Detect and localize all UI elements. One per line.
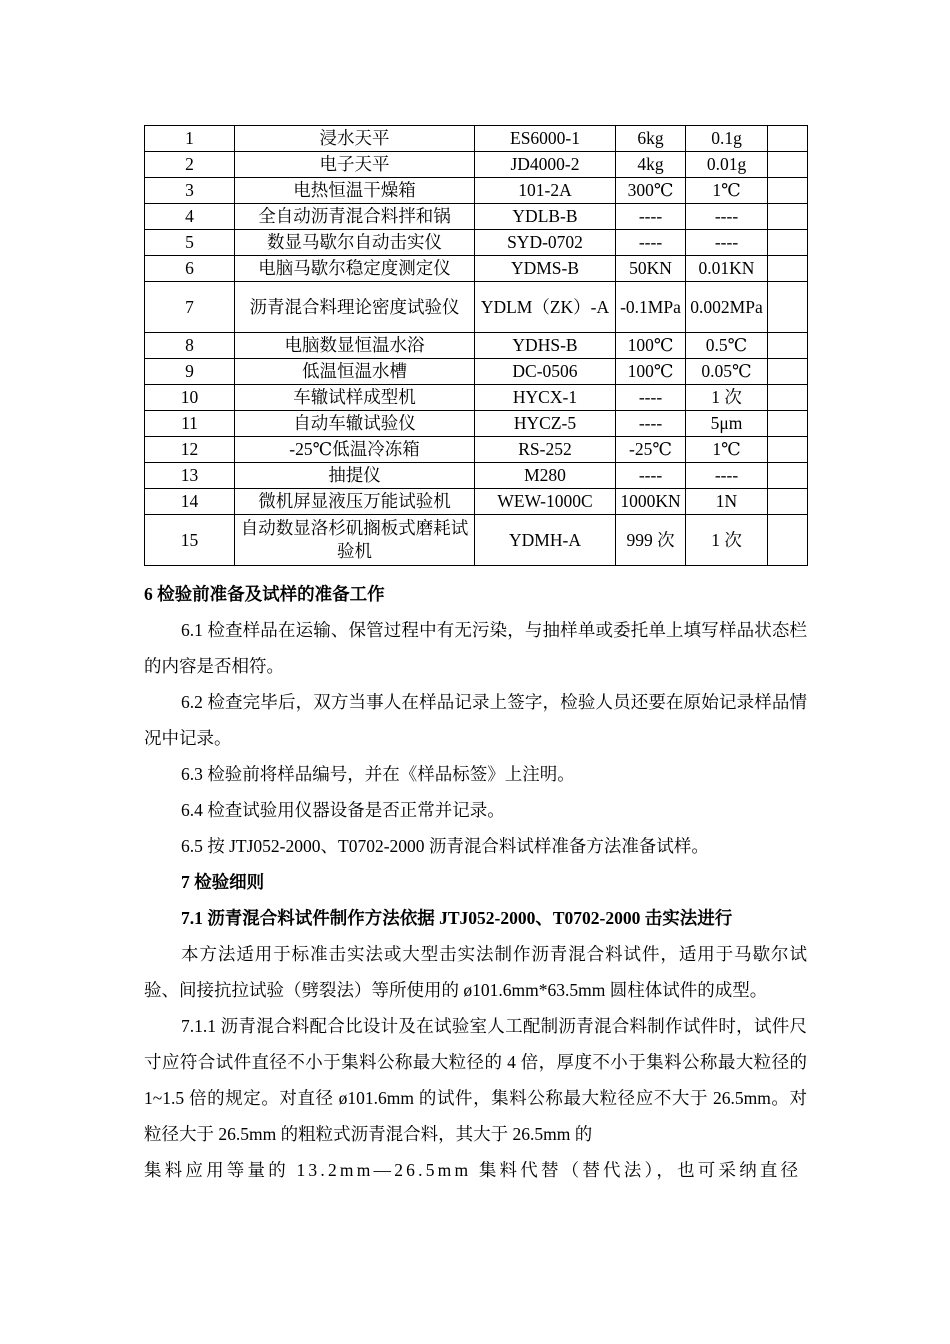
- paragraph-7-1-1: 7.1.1 沥青混合料配合比设计及在试验室人工配制沥青混合料制作试件时，试件尺寸应符合试件直径不小于集料公称最大粒径的 4 倍，厚度不小于集料公称最大粒径的 1~1.5 倍的规定。对直径 ø101.6mm 的试件，集料公称最大粒径应不大于 26.5mm。对粒径大于 26.5mm 的粗粒式沥青混合料，其大于 26.5mm 的: [144, 1016, 807, 1144]
- paragraph-7-1-1-continued: 集料应用等量的 13.2mm—26.5mm 集料代替（替代法），也可采纳直径: [144, 1160, 802, 1180]
- paragraph-6-4: 6.4 检查试验用仪器设备是否正常并记录。: [181, 800, 505, 820]
- equipment-name-cell: 电脑马歇尔稳定度测定仪: [235, 256, 475, 282]
- range-cell: 50KN: [616, 256, 686, 282]
- equipment-name-cell: 电脑数显恒温水浴: [235, 333, 475, 359]
- note-cell: [768, 489, 808, 515]
- precision-cell: 0.01g: [686, 152, 768, 178]
- model-cell: WEW-1000C: [475, 489, 616, 515]
- row-number-cell: 11: [145, 411, 235, 437]
- equipment-name-cell: -25℃低温冷冻箱: [235, 437, 475, 463]
- model-cell: JD4000-2: [475, 152, 616, 178]
- row-number-cell: 12: [145, 437, 235, 463]
- body-text: [144, 576, 807, 1188]
- equipment-name-cell: 微机屏显液压万能试验机: [235, 489, 475, 515]
- note-cell: [768, 333, 808, 359]
- equipment-name-cell: 车辙试样成型机: [235, 385, 475, 411]
- note-cell: [768, 178, 808, 204]
- row-number-cell: 1: [145, 126, 235, 152]
- note-cell: [768, 385, 808, 411]
- equipment-name-cell: 电热恒温干燥箱: [235, 178, 475, 204]
- note-cell: [768, 256, 808, 282]
- equipment-name-cell: 低温恒温水槽: [235, 359, 475, 385]
- model-cell: YDMS-B: [475, 256, 616, 282]
- table-row: [145, 463, 808, 489]
- row-number-cell: 9: [145, 359, 235, 385]
- equipment-table: [144, 125, 808, 566]
- precision-cell: 1 次: [686, 385, 768, 411]
- equipment-name-cell: 浸水天平: [235, 126, 475, 152]
- note-cell: [768, 204, 808, 230]
- row-number-cell: 4: [145, 204, 235, 230]
- model-cell: HYCZ-5: [475, 411, 616, 437]
- note-cell: [768, 230, 808, 256]
- range-cell: 6kg: [616, 126, 686, 152]
- table-row: [145, 489, 808, 515]
- note-cell: [768, 437, 808, 463]
- table-row: [145, 230, 808, 256]
- table-row: [145, 437, 808, 463]
- model-cell: YDMH-A: [475, 515, 616, 566]
- range-cell: 100℃: [616, 333, 686, 359]
- row-number-cell: 10: [145, 385, 235, 411]
- model-cell: ES6000-1: [475, 126, 616, 152]
- note-cell: [768, 411, 808, 437]
- equipment-name-cell: 自动车辙试验仪: [235, 411, 475, 437]
- row-number-cell: 2: [145, 152, 235, 178]
- precision-cell: ----: [686, 463, 768, 489]
- paragraph-6-2: 6.2 检查完毕后，双方当事人在样品记录上签字，检验人员还要在原始记录样品情况中记录。: [144, 692, 807, 748]
- precision-cell: ----: [686, 230, 768, 256]
- range-cell: ----: [616, 385, 686, 411]
- note-cell: [768, 359, 808, 385]
- table-row: [145, 204, 808, 230]
- equipment-name-cell: 全自动沥青混合料拌和锅: [235, 204, 475, 230]
- range-cell: 100℃: [616, 359, 686, 385]
- row-number-cell: 15: [145, 515, 235, 566]
- row-number-cell: 8: [145, 333, 235, 359]
- precision-cell: 0.01KN: [686, 256, 768, 282]
- model-cell: M280: [475, 463, 616, 489]
- model-cell: RS-252: [475, 437, 616, 463]
- model-cell: HYCX-1: [475, 385, 616, 411]
- precision-cell: 0.5℃: [686, 333, 768, 359]
- paragraph-6-5: 6.5 按 JTJ052-2000、T0702-2000 沥青混合料试样准备方法准备试样。: [181, 836, 709, 856]
- precision-cell: 1N: [686, 489, 768, 515]
- precision-cell: 1℃: [686, 178, 768, 204]
- equipment-name-cell: 沥青混合料理论密度试验仪: [235, 282, 475, 333]
- precision-cell: 1 次: [686, 515, 768, 566]
- range-cell: 999 次: [616, 515, 686, 566]
- precision-cell: 0.1g: [686, 126, 768, 152]
- range-cell: 1000KN: [616, 489, 686, 515]
- range-cell: -25℃: [616, 437, 686, 463]
- table-row: [145, 359, 808, 385]
- model-cell: YDLM（ZK）-A: [475, 282, 616, 333]
- equipment-name-cell: 电子天平: [235, 152, 475, 178]
- row-number-cell: 6: [145, 256, 235, 282]
- equipment-name-cell: 自动数显洛杉矶搁板式磨耗试验机: [235, 515, 475, 566]
- section-7-1-heading: 7.1 沥青混合料试件制作方法依据 JTJ052-2000、T0702-2000 击实法进行: [181, 908, 733, 928]
- table-row: [145, 411, 808, 437]
- row-number-cell: 7: [145, 282, 235, 333]
- range-cell: ----: [616, 230, 686, 256]
- model-cell: YDLB-B: [475, 204, 616, 230]
- range-cell: 300℃: [616, 178, 686, 204]
- model-cell: DC-0506: [475, 359, 616, 385]
- note-cell: [768, 463, 808, 489]
- note-cell: [768, 515, 808, 566]
- note-cell: [768, 282, 808, 333]
- precision-cell: 1℃: [686, 437, 768, 463]
- model-cell: 101-2A: [475, 178, 616, 204]
- range-cell: ----: [616, 411, 686, 437]
- range-cell: ----: [616, 463, 686, 489]
- row-number-cell: 3: [145, 178, 235, 204]
- range-cell: -0.1MPa: [616, 282, 686, 333]
- section-6-heading: 6 检验前准备及试样的准备工作: [144, 584, 385, 604]
- table-row: [145, 152, 808, 178]
- precision-cell: 0.002MPa: [686, 282, 768, 333]
- equipment-table-body: [145, 126, 808, 566]
- equipment-name-cell: 抽提仪: [235, 463, 475, 489]
- table-row: [145, 256, 808, 282]
- note-cell: [768, 126, 808, 152]
- model-cell: SYD-0702: [475, 230, 616, 256]
- precision-cell: ----: [686, 204, 768, 230]
- table-row: [145, 282, 808, 333]
- equipment-name-cell: 数显马歇尔自动击实仪: [235, 230, 475, 256]
- precision-cell: 5μm: [686, 411, 768, 437]
- table-row: [145, 385, 808, 411]
- table-row: [145, 333, 808, 359]
- model-cell: YDHS-B: [475, 333, 616, 359]
- paragraph-6-1: 6.1 检查样品在运输、保管过程中有无污染，与抽样单或委托单上填写样品状态栏的内容是否相符。: [144, 620, 807, 676]
- row-number-cell: 5: [145, 230, 235, 256]
- paragraph-7-1-intro: 本方法适用于标准击实法或大型击实法制作沥青混合料试件，适用于马歇尔试验、间接抗拉试验（劈裂法）等所使用的 ø101.6mm*63.5mm 圆柱体试件的成型。: [144, 944, 807, 1000]
- table-row: [145, 515, 808, 566]
- paragraph-6-3: 6.3 检验前将样品编号，并在《样品标签》上注明。: [181, 764, 575, 784]
- range-cell: 4kg: [616, 152, 686, 178]
- table-row: [145, 178, 808, 204]
- row-number-cell: 14: [145, 489, 235, 515]
- note-cell: [768, 152, 808, 178]
- table-row: [145, 126, 808, 152]
- precision-cell: 0.05℃: [686, 359, 768, 385]
- range-cell: ----: [616, 204, 686, 230]
- section-7-heading: 7 检验细则: [181, 872, 265, 892]
- row-number-cell: 13: [145, 463, 235, 489]
